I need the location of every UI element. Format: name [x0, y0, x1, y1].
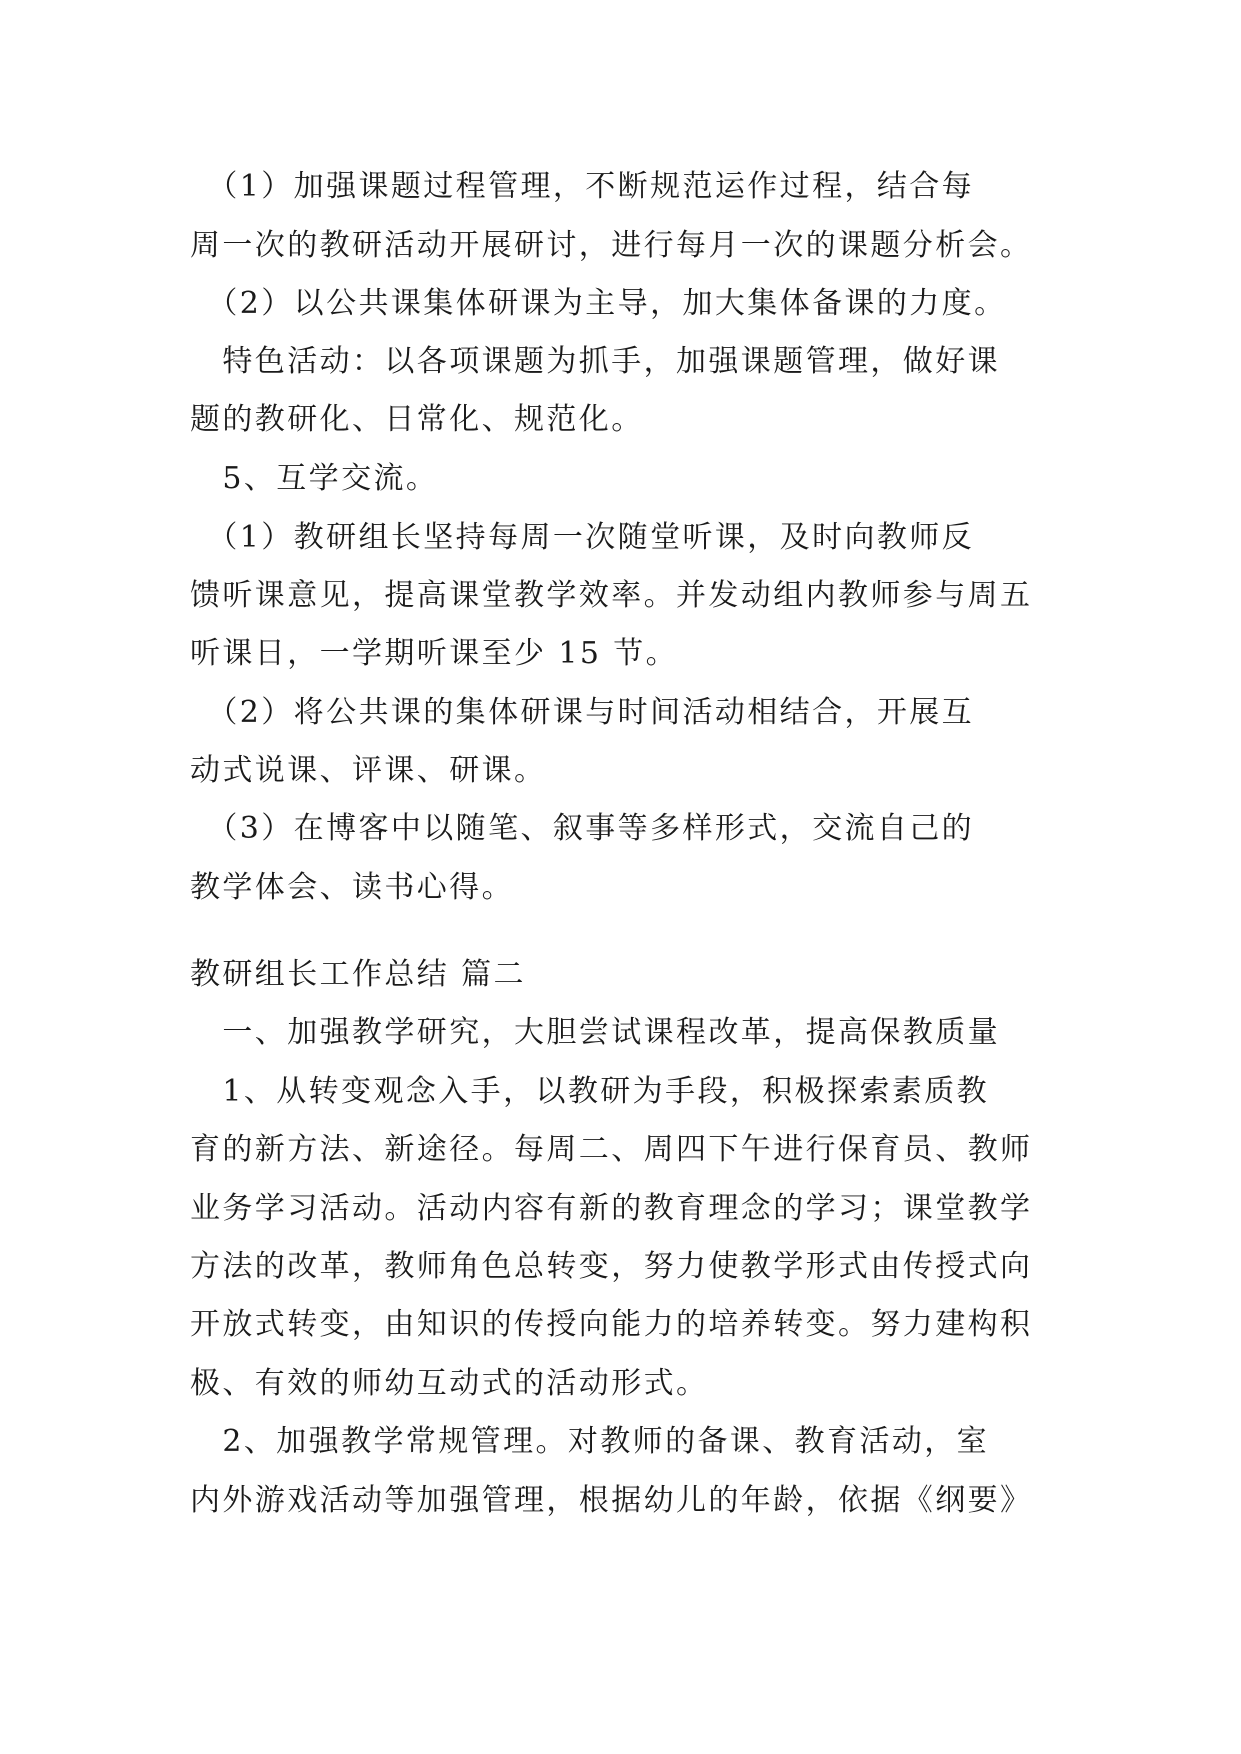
- section-heading: 教研组长工作总结 篇二: [190, 957, 526, 992]
- paragraph-line: （3）在博客中以随笔、叙事等多样形式，交流自己的: [190, 811, 975, 846]
- paragraph-line: 1、从转变观念入手，以教研为手段，积极探索素质教: [190, 1074, 990, 1109]
- paragraph-line: （2）以公共课集体研课为主导，加大集体备课的力度。: [190, 286, 1007, 321]
- paragraph-line: 听课日，一学期听课至少 15 节。: [190, 636, 679, 671]
- paragraph-line: （1）教研组长坚持每周一次随堂听课，及时向教师反: [190, 520, 975, 555]
- paragraph-line: 2、加强教学常规管理。对教师的备课、教育活动，室: [190, 1424, 990, 1459]
- paragraph-line: 方法的改革，教师角色总转变，努力使教学形式由传授式向: [190, 1249, 1033, 1284]
- paragraph-line: 馈听课意见，提高课堂教学效率。并发动组内教师参与周五: [190, 578, 1033, 613]
- paragraph-line: 题的教研化、日常化、规范化。: [190, 402, 644, 437]
- paragraph-line: （2）将公共课的集体研课与时间活动相结合，开展互: [190, 695, 975, 730]
- paragraph-line: 5、互学交流。: [190, 461, 439, 496]
- paragraph-line: 周一次的教研活动开展研讨，进行每月一次的课题分析会。: [190, 228, 1033, 263]
- paragraph-line: 业务学习活动。活动内容有新的教育理念的学习；课堂教学: [190, 1191, 1033, 1226]
- paragraph-line: 极、有效的师幼互动式的活动形式。: [190, 1366, 709, 1401]
- paragraph-line: 育的新方法、新途径。每周二、周四下午进行保育员、教师: [190, 1132, 1033, 1167]
- paragraph-line: 一、加强教学研究，大胆尝试课程改革，提高保教质量: [190, 1015, 1000, 1050]
- paragraph-line: 教学体会、读书心得。: [190, 870, 514, 905]
- paragraph-line: 开放式转变，由知识的传授向能力的培养转变。努力建构积: [190, 1307, 1033, 1342]
- paragraph-line: 内外游戏活动等加强管理，根据幼儿的年龄，依据《纲要》: [190, 1483, 1033, 1518]
- paragraph-line: 动式说课、评课、研课。: [190, 753, 547, 788]
- paragraph-line: （1）加强课题过程管理，不断规范运作过程，结合每: [190, 169, 975, 204]
- paragraph-line: 特色活动：以各项课题为抓手，加强课题管理，做好课: [190, 344, 1000, 379]
